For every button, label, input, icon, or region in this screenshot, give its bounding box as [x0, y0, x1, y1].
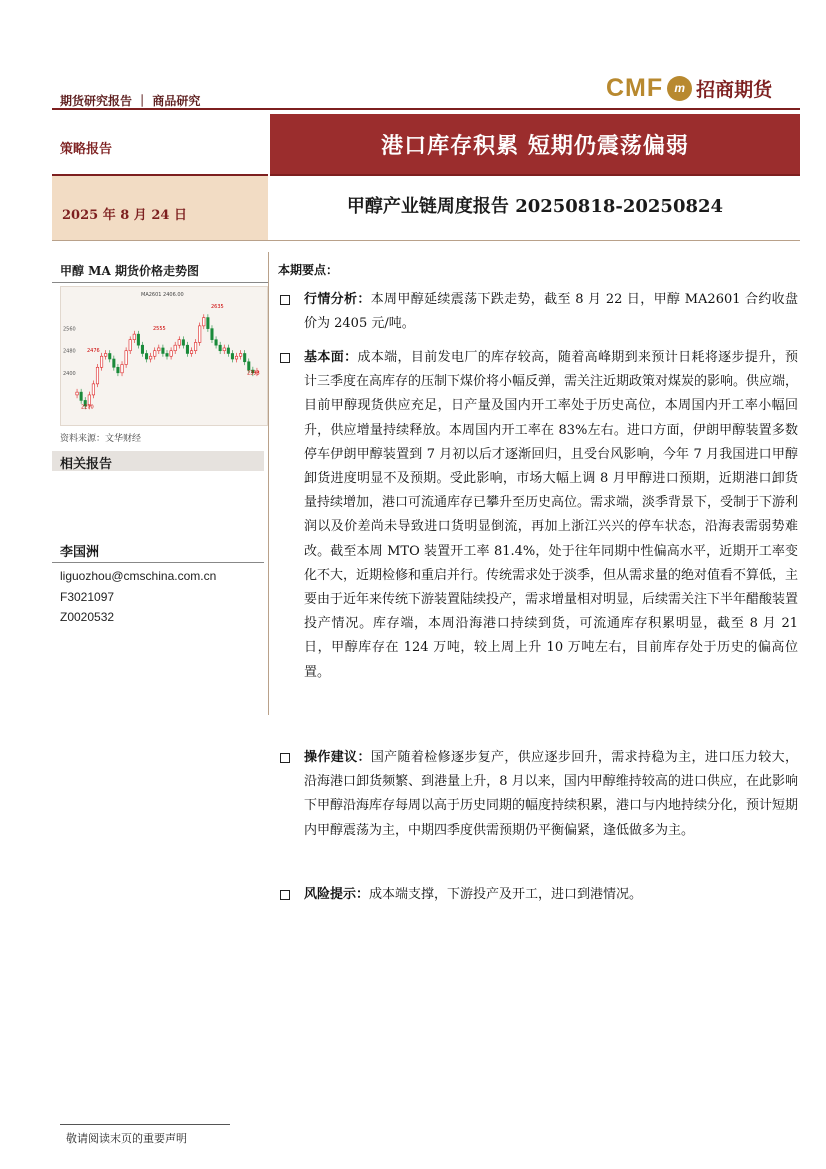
- title-rule: [270, 174, 800, 176]
- candle-body: [158, 348, 160, 351]
- candle-body: [198, 326, 200, 343]
- author-name: 李国洲: [60, 545, 100, 560]
- report-title: 港口库存积累 短期仍震荡偏弱: [270, 114, 800, 174]
- candle-body: [109, 353, 111, 359]
- report-type: 策略报告: [60, 142, 113, 157]
- candle-body: [182, 340, 184, 346]
- y-tick-label: 2480: [63, 348, 76, 355]
- candle-body: [80, 392, 82, 400]
- checkbox-bullet-icon: [280, 295, 290, 305]
- report-subtitle: 甲醇产业链周度报告 20250818-20250824: [346, 196, 724, 217]
- candle-body: [92, 384, 94, 395]
- chart-source: 资料来源：文华财经: [60, 434, 142, 444]
- footer-note: 敬请阅读末页的重要声明: [66, 1132, 187, 1145]
- related-reports-label: 相关报告: [60, 457, 113, 472]
- item-label: 基本面：: [304, 350, 358, 365]
- candle-body: [145, 353, 147, 359]
- candle-body: [219, 345, 221, 351]
- footer-rule: [60, 1124, 230, 1125]
- column-divider: [268, 252, 269, 715]
- subtitle-rule: [52, 240, 800, 241]
- author-email[interactable]: liguozhou@cmschina.com.cn: [60, 569, 217, 583]
- item-risk-warning: [280, 883, 798, 907]
- candle-body: [215, 340, 217, 346]
- candle-body: [231, 353, 233, 359]
- candle-body: [239, 353, 241, 356]
- author-rule: [52, 562, 264, 563]
- item-trading-advice: [280, 746, 798, 843]
- item-market-analysis: [280, 288, 798, 336]
- chart-header-text: MA2601 2406.00: [141, 292, 184, 298]
- logo-company-name: 招商期货: [696, 78, 773, 101]
- y-axis-labels: [63, 327, 76, 377]
- candle-body: [235, 356, 237, 359]
- candle-body: [178, 340, 180, 346]
- candle-body: [174, 345, 176, 351]
- report-date: 2025 年 8 月 24 日: [62, 208, 187, 223]
- related-reports-header: [52, 451, 264, 471]
- price-annotation: 2393: [247, 370, 260, 377]
- candle-body: [129, 340, 131, 351]
- candle-body: [121, 365, 123, 373]
- company-logo: [606, 72, 772, 104]
- item-text: 本周甲醇延续震荡下跌走势，截至 8 月 22 日，甲醇 MA2601 合约收盘价为 2405 元/吨。: [304, 292, 798, 332]
- candle-body: [96, 367, 98, 384]
- price-chart-svg: [61, 287, 267, 425]
- candle-body: [203, 318, 205, 326]
- candle-body: [207, 318, 209, 329]
- checkbox-bullet-icon: [280, 890, 290, 900]
- item-label: 风险提示：: [304, 887, 370, 902]
- candle-body: [133, 334, 135, 340]
- author-id-1: F3021097: [60, 590, 115, 604]
- candle-body: [76, 392, 78, 395]
- author-id-2: Z0020532: [60, 610, 115, 624]
- y-tick-label: 2400: [63, 370, 76, 377]
- candles: [76, 314, 258, 409]
- item-text: 成本端，目前发电厂的库存较高，随着高峰期到来预计日耗将逐步提升，预计三季度在高库存的压制下煤价将小幅反弹，需关注近期政策对煤炭的影响。供应端，目前甲醇现货供应充足，日产量及国内开工率处于历史高位，本周国内开工率小幅回升，供应增量持续释放。本周国内开工率在 83%左右。进口方面，伊朗甲醇装置多数停车伊朗甲醇装置到 7 月初以后才逐渐回归，且受台风影响，今年 7 月我国进口甲醇卸货进度明显不及预期。受此影响，市场大幅上调 8 月甲醇进口预期，近期港口卸货量持续增加，港口可流通库存已攀升至历史高位。需求端，淡季背景下，受制于下游利润以及价差尚未导致进口货明显倒流，再加上浙江兴兴的停车状态，沿海表需弱势难改。截至本周 MTO 装置开工率 81.4%，处于往年同期中性偏高水平，近期开工率变化不大，近期检修和重启并行。传统需求处于淡季，但从需求量的绝对值看不算低，主要由于近年来传统下游装置陆续投产，需求增量相对明显，后续需关注下半年醋酸装置投产情况。库存端，本周沿海港口持续到货，可流通库存积累明显，截至 8 月 21 日，甲醇库存在 124 万吨，较上周上升 10 万吨左右，目前库存处于历史的偏高位置。: [304, 350, 799, 680]
- candle-body: [149, 356, 151, 359]
- candle-body: [243, 353, 245, 361]
- candle-body: [248, 362, 250, 370]
- candle-body: [154, 351, 156, 357]
- candle-body: [162, 348, 164, 354]
- candle-body: [137, 334, 139, 345]
- price-annotation: 2635: [211, 303, 224, 310]
- item-text: 成本端支撑，下游投产及开工，进口到港情况。: [369, 887, 643, 902]
- item-label: 操作建议：: [304, 750, 371, 765]
- chart-title: 甲醇 MA 期货价格走势图: [60, 264, 199, 278]
- price-annotation: 2270: [81, 404, 94, 411]
- checkbox-bullet-icon: [280, 753, 290, 763]
- candle-body: [100, 356, 102, 367]
- logo-cmf-text: CMF: [606, 73, 664, 102]
- item-text: 国产随着检修逐步复产，供应逐步回升，需求持稳为主，进口压力较大，沿海港口卸货频繁、到港量上升，8 月以来，国内甲醇维持较高的进口供应，在此影响下甲醇沿海库存每周以高于历史同期的幅度持续积累，港口与内地持续分化，预计短期内甲醇震荡为主，中期四季度供需预期仍平衡偏紧，逢低做多为主。: [304, 750, 799, 838]
- candle-body: [186, 345, 188, 353]
- candle-body: [113, 359, 115, 367]
- candle-body: [166, 353, 168, 356]
- price-annotation: 2555: [153, 326, 166, 332]
- item-fundamentals: [280, 346, 798, 685]
- candle-body: [141, 345, 143, 353]
- chart-title-rule: [52, 282, 268, 283]
- candle-body: [227, 348, 229, 354]
- candle-body: [223, 348, 225, 351]
- report-category: 期货研究报告 ｜ 商品研究: [60, 94, 201, 108]
- section-title: 本期要点：: [278, 263, 339, 277]
- candle-body: [117, 367, 119, 373]
- candle-body: [125, 351, 127, 365]
- price-annotation: 2476: [87, 347, 100, 354]
- candle-body: [211, 329, 213, 340]
- candle-body: [190, 351, 192, 354]
- item-label: 行情分析：: [304, 292, 371, 307]
- checkbox-bullet-icon: [280, 353, 290, 363]
- candle-body: [104, 353, 106, 356]
- y-tick-label: 2560: [63, 326, 76, 333]
- candle-body: [194, 342, 196, 350]
- logo-badge-icon: m: [667, 76, 692, 101]
- candle-body: [170, 351, 172, 357]
- price-chart: [60, 286, 268, 426]
- header-rule: [52, 108, 800, 110]
